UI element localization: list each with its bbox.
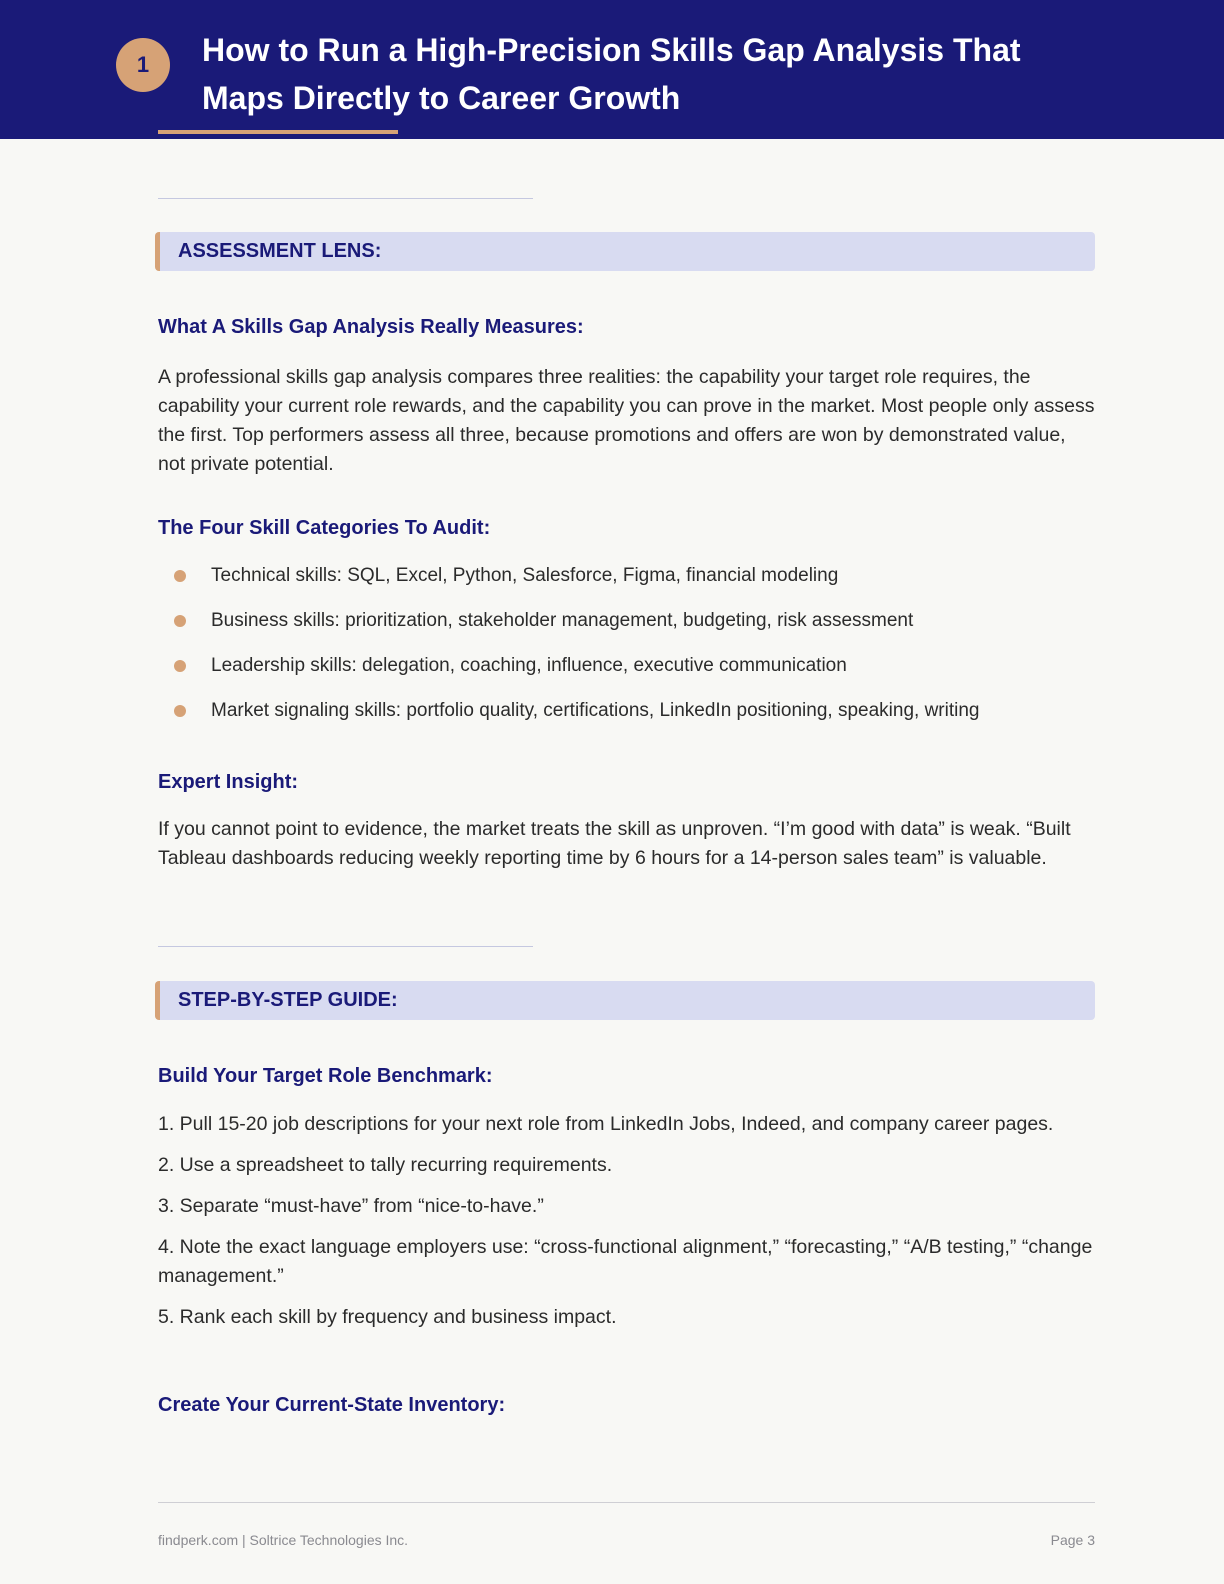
bullet-icon: [174, 705, 186, 717]
page-number: Page 3: [1050, 1532, 1095, 1548]
step-item: 2. Use a spreadsheet to tally recurring requirements.: [158, 1154, 613, 1176]
title-accent-underline: [158, 130, 398, 134]
divider: [158, 198, 533, 199]
section-label: STEP-BY-STEP GUIDE:: [178, 989, 398, 1011]
step-item: 3. Separate “must-have” from “nice-to-have.”: [158, 1195, 544, 1217]
subheading: What A Skills Gap Analysis Really Measures:: [158, 316, 584, 338]
bullet-icon: [174, 660, 186, 672]
footer-divider: [158, 1502, 1095, 1503]
skill-categories-list: [158, 563, 1095, 743]
subheading: Build Your Target Role Benchmark:: [158, 1065, 493, 1087]
bullet-icon: [174, 615, 186, 627]
list-item: [158, 608, 1095, 653]
step-item: 1. Pull 15-20 job descriptions for your next role from LinkedIn Jobs, Indeed, and company career pages.: [158, 1113, 1054, 1135]
paragraph: If you cannot point to evidence, the market treats the skill as unproven. “I’m good with data” is weak. “Built Tableau dashboards reducing weekly reporting time by 6 hours for a 14-person sales team” is valuable.: [158, 818, 1071, 869]
section-label: ASSESSMENT LENS:: [178, 240, 382, 262]
list-item: [158, 698, 1095, 743]
list-item-text: Technical skills: SQL, Excel, Python, Salesforce, Figma, financial modeling: [211, 565, 839, 586]
list-item: [158, 653, 1095, 698]
list-item-text: Leadership skills: delegation, coaching, influence, executive communication: [211, 655, 847, 676]
divider: [158, 946, 533, 947]
footer-source: findperk.com | Soltrice Technologies Inc.: [158, 1532, 409, 1548]
steps-list: [158, 1110, 1095, 1344]
page-header: [0, 0, 1224, 139]
section-bar-assessment: [155, 232, 1095, 271]
step-item: 4. Note the exact language employers use: “cross-functional alignment,” “forecasting,” “A/B testing,” “change management.”: [158, 1236, 1093, 1287]
subheading: The Four Skill Categories To Audit:: [158, 517, 491, 539]
bullet-icon: [174, 570, 186, 582]
list-item-text: Market signaling skills: portfolio quality, certifications, LinkedIn positioning, speaking, writing: [211, 700, 980, 721]
step-item: 5. Rank each skill by frequency and business impact.: [158, 1306, 617, 1328]
list-item: [158, 563, 1095, 608]
paragraph: A professional skills gap analysis compares three realities: the capability your target role requires, the capability your current role rewards, and the capability you can prove in the market. Most people only assess the first. Top performers assess all three, because promotions and offers are won by demonstrated value, not private potential.: [158, 366, 1095, 475]
subheading: Create Your Current-State Inventory:: [158, 1394, 506, 1416]
page-title: How to Run a High-Precision Skills Gap Analysis That Maps Directly to Career Growth: [202, 32, 1021, 116]
section-bar-guide: [155, 981, 1095, 1020]
section-number-badge: 1: [116, 38, 170, 92]
list-item-text: Business skills: prioritization, stakeholder management, budgeting, risk assessment: [211, 610, 914, 631]
subheading: Expert Insight:: [158, 771, 299, 793]
